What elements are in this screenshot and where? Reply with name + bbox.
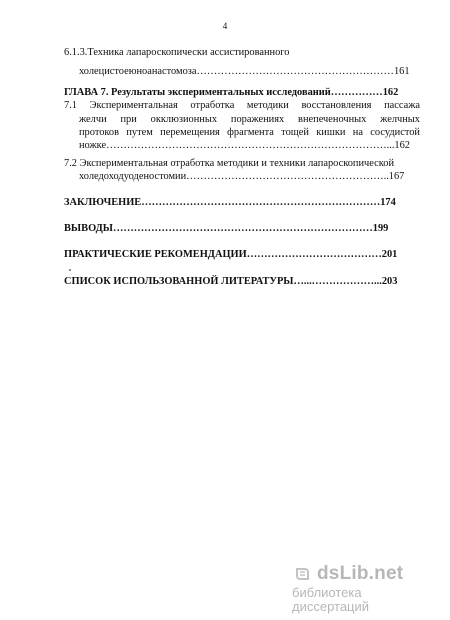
toc-entry-7-2 <box>64 157 420 184</box>
toc-entry-continuation: желчи при окклюзионных поражениях внепеченочных желчных <box>79 113 420 125</box>
toc-entry-6-1-3 <box>64 46 420 79</box>
toc-entry-continuation: холедоходуоденостомии…………………………………………………..167 <box>79 171 405 183</box>
toc-chapter-title: ГЛАВА 7. Результаты экспериментальных исследований……………162 <box>64 86 399 98</box>
toc-entry-7-1 <box>64 99 420 153</box>
toc-entry-continuation: протоков путем перемещения фрагмента тощей кишки на сосудистой <box>79 127 420 139</box>
toc-entry-continuation: ножке………………………………………………………………………...162 <box>79 140 411 152</box>
toc-literature: СПИСОК ИСПОЛЬЗОВАННОЙ ЛИТЕРАТУРЫ…...………………...203 <box>64 275 398 287</box>
page-number: 4 <box>222 21 228 31</box>
table-of-contents <box>64 46 420 288</box>
toc-chapter-7 <box>64 86 420 99</box>
toc-recommendations: ПРАКТИЧЕСКИЕ РЕКОМЕНДАЦИИ…………………………………201 <box>64 249 398 261</box>
dslib-logo-icon <box>294 565 312 583</box>
toc-entry-title: 7.1 Экспериментальная отработка методики восстановления пассажа <box>64 100 420 112</box>
toc-entry-title: 6.1.3.Техника лапароскопически ассистированного <box>64 47 290 58</box>
watermark-caption: библиотека диссертаций <box>292 585 370 614</box>
toc-entry-title: 7.2 Экспериментальная отработка методики и техники лапароскопической <box>64 157 395 169</box>
toc-conclusion: ЗАКЛЮЧЕНИЕ……………………………………………………………174 <box>64 196 396 208</box>
toc-findings: ВЫВОДЫ…………………………………………………………………199 <box>64 223 389 235</box>
toc-entry-continuation: холецистоеюноанастомоза…………………………………………………161 <box>79 66 410 78</box>
watermark-logo: dsLib.net <box>317 563 404 584</box>
dslib-watermark <box>242 563 432 614</box>
stray-dot <box>69 269 71 271</box>
